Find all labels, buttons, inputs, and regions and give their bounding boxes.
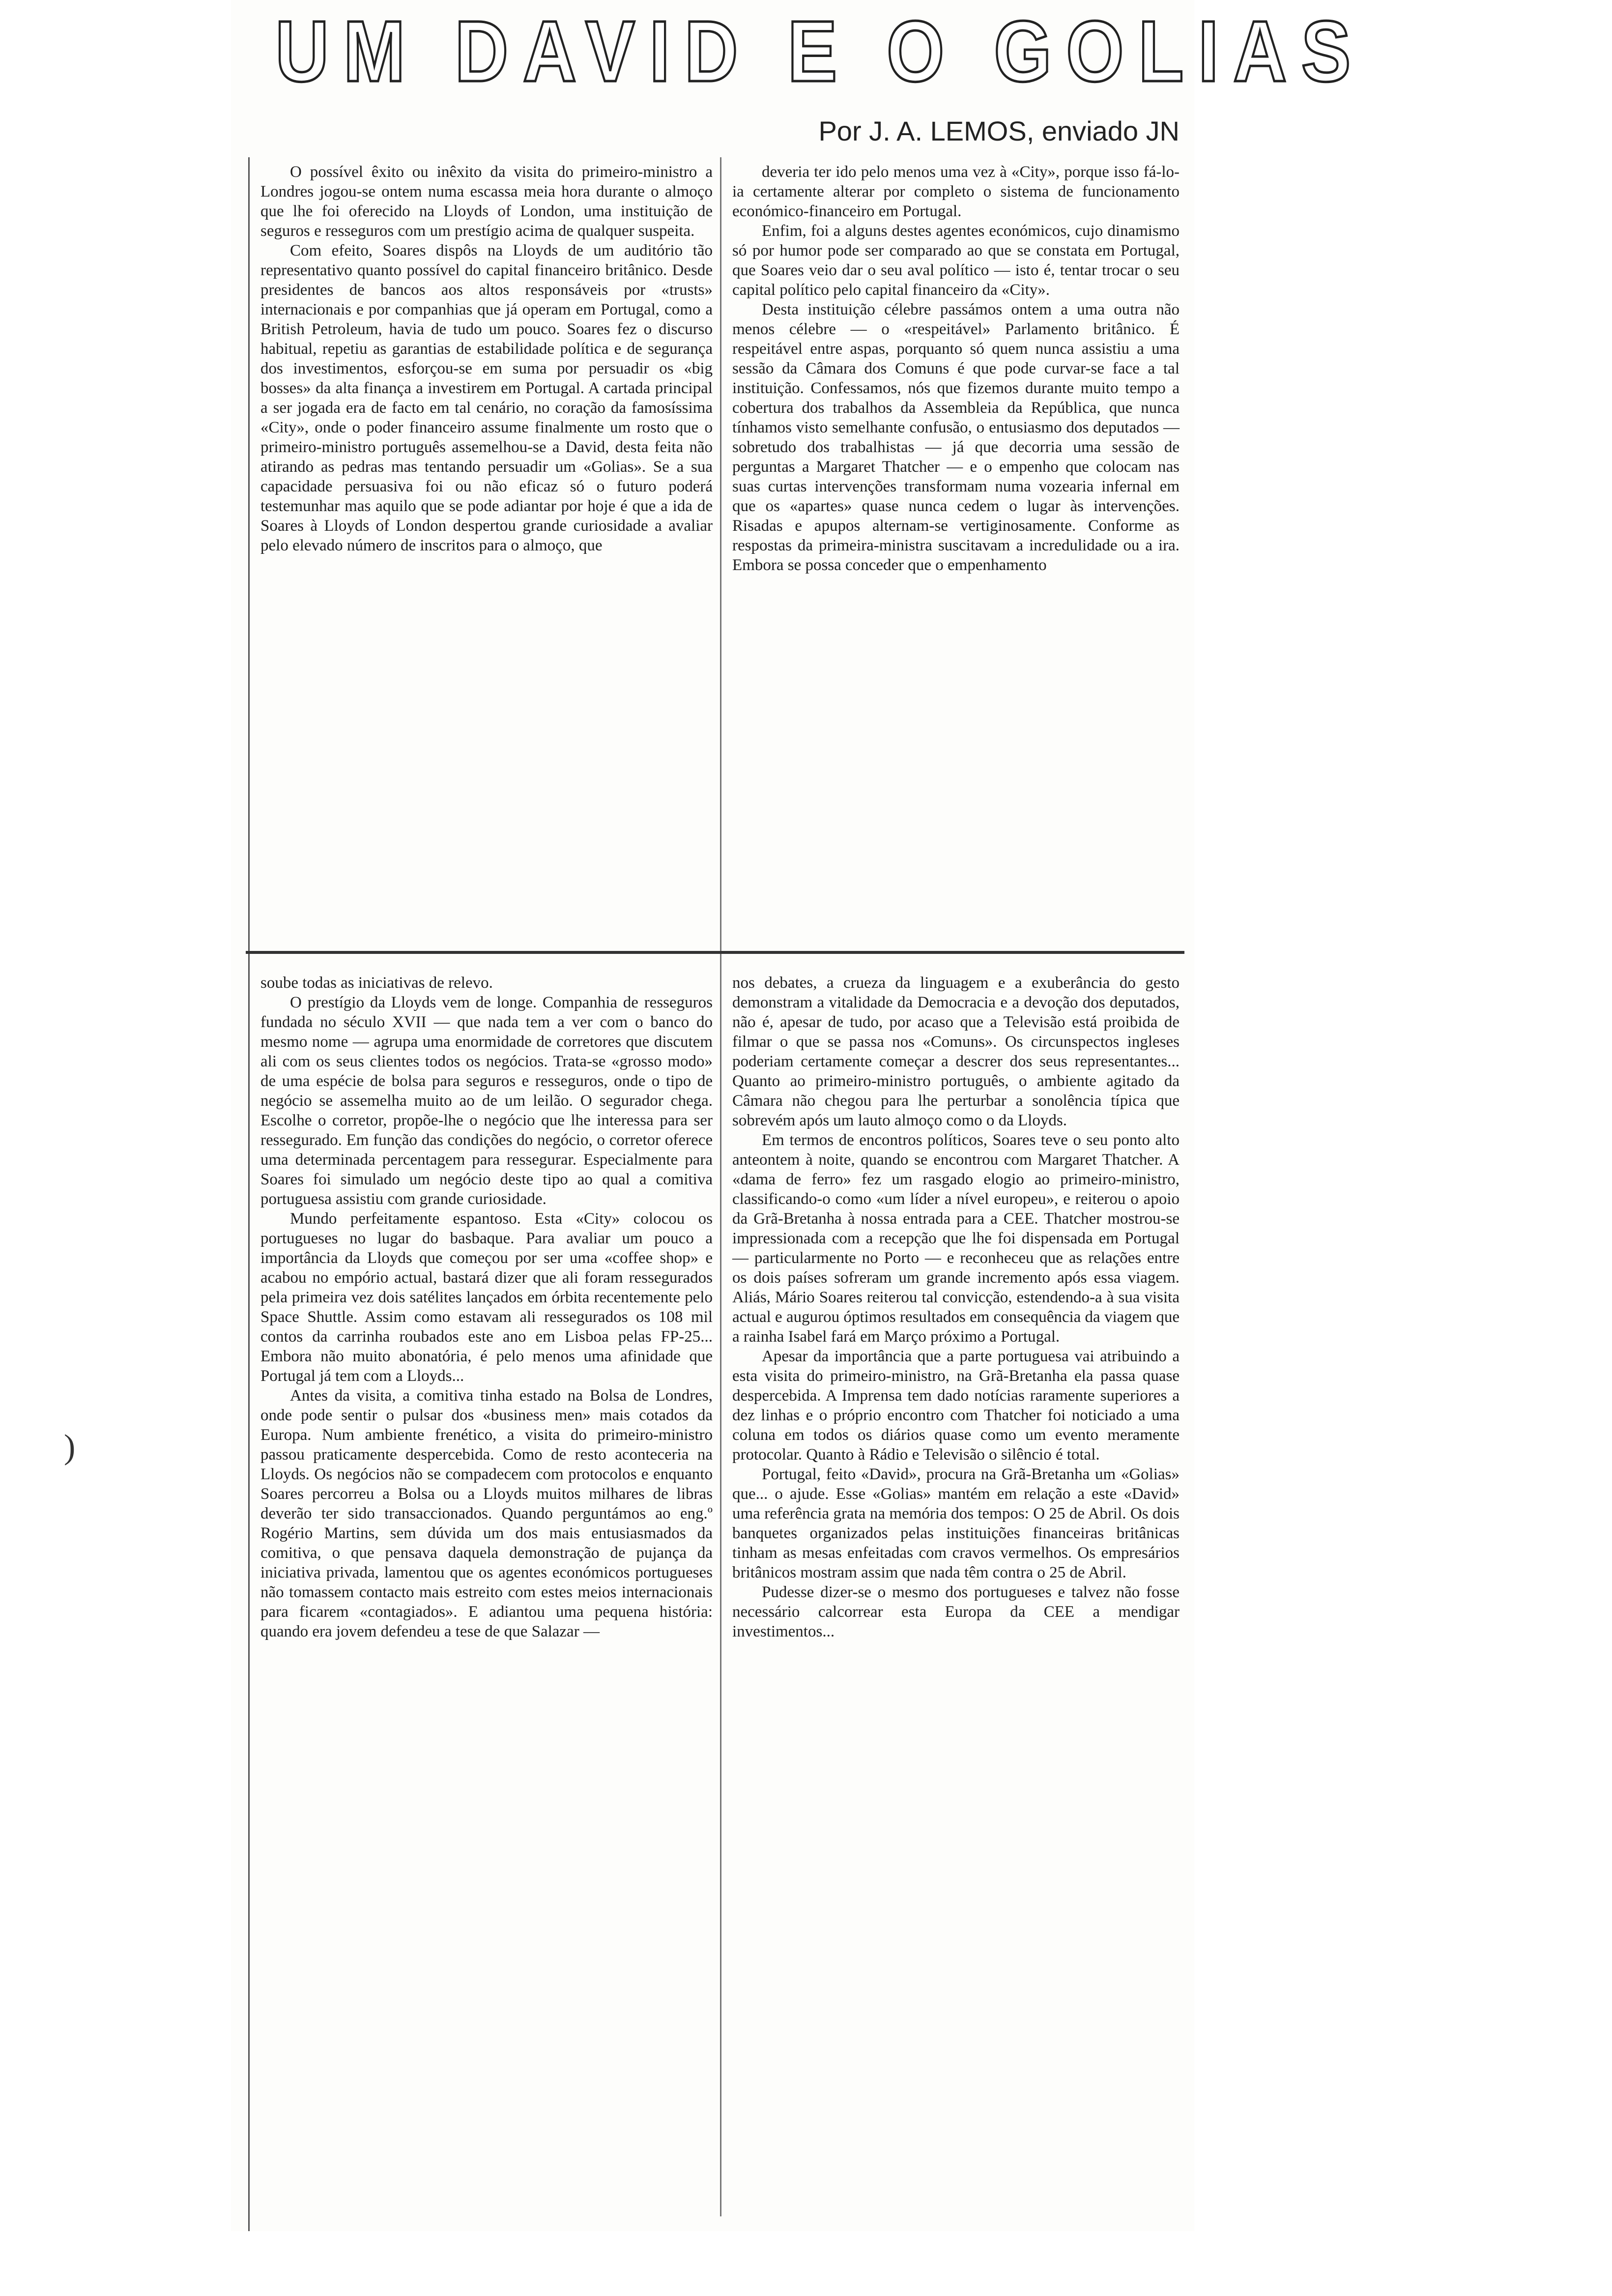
paragraph: Antes da visita, a comitiva tinha estado na Bolsa de Londres, onde pode sentir o pulsar dos «business men» mais cotados da Europa. Num ambiente frenético, a visita do primeiro-ministro passou praticamente despercebida. Como de resto aconteceria na Lloyds. Os negócios não se compadecem com protocolos e enquanto Soares percorreu a Bolsa ou a Lloyds muitos milhares de libras deverão ter sido transaccionados. Quando perguntámos ao eng.º Rogério Martins, sem dúvida um dos mais entusiasmados da comitiva, o que pensava daquela demonstração de pujança da iniciativa privada, lamentou que os agentes económicos portugueses não tomassem contacto mais estreito com estes meios internacionais para ficarem «contagiados». E adiantou uma pequena história: quando era jovem defendeu a tese de que Salazar — [260,1387,713,1640]
paragraph: O prestígio da Lloyds vem de longe. Companhia de resseguros fundada no século XVII — que nada tem a ver com o banco do mesmo nome — agrupa uma enormidade de corretores que discutem ali com os seus clientes todos os negócios. Trata-se «grosso modo» de uma espécie de bolsa para seguros e resseguros, onde o tipo de negócio se assemelha muito ao de um leilão. O segurador chega. Escolhe o corretor, propõe-lhe o negócio que lhe interessa para ser ressegurado. Em função das condições do negócio, o corretor oferece uma determinada percentagem para ressegurar. Especialmente para Soares foi simulado um negócio deste tipo ao qual a comitiva portuguesa assistiu com grande curiosidade. [260,994,713,1208]
paragraph: Mundo perfeitamente espantoso. Esta «City» colocou os portugueses no lugar do basbaque. Para avaliar um pouco a importância da Lloyds que começou por ser uma «coffee shop» e acabou no empório actual, bastará dizer que ali foram ressegurados pela primeira vez dois satélites lançados em órbita recentemente pelo Space Shuttle. Assim como estavam ali ressegurados os 108 mil contos da carrinha roubados este ano em Lisboa pelas FP-25... Embora não muito abonatória, é pelo menos uma afinidade que Portugal já tem com a Lloyds... [260,1210,713,1385]
paragraph: Enfim, foi a alguns destes agentes económicos, cujo dinamismo só por humor pode ser comparado ao que se constata em Portugal, que Soares veio dar o seu aval político — isto é, tentar trocar o seu capital político pelo capital financeiro da «City». [732,222,1180,299]
paragraph: Em termos de encontros políticos, Soares teve o seu ponto alto anteontem à noite, quando se encontrou com Margaret Thatcher. A «dama de ferro» fez um rasgado elogio ao primeiro-ministro, classificando-o como «um líder a nível europeu», e reiterou o apoio da Grã-Bretanha à nossa entrada para a CEE. Thatcher mostrou-se impressionada com a recepção que lhe foi dispensada em Portugal — particularmente no Porto — e reconheceu que as relações entre os dois países sofreram um grande incremento após essa viagem. Aliás, Mário Soares reiterou tal convicção, estendendo-a à sua visita actual e augurou óptimos resultados em consequência da viagem que a rainha Isabel fará em Março próximo a Portugal. [732,1131,1180,1346]
paragraph: Desta instituição célebre passámos ontem a uma outra não menos célebre — o «respeitável» Parlamento britânico. É respeitável entre aspas, porquanto só quem nunca assistiu a uma sessão da Câmara dos Comuns é que pode curvar-se face a tal instituição. Confessamos, nós que fizemos durante muito tempo a cobertura dos trabalhos da Assembleia da República, que nunca tínhamos visto semelhante confusão, o entusiasmo dos deputados — sobretudo dos trabalhistas — já que decorria uma sessão de perguntas a Margaret Thatcher — e o empenho que colocam nas suas curtas intervenções transformam numa vozearia infernal em que os «apartes» quase nunca cedem o lugar às intervenções. Risadas e apupos alternam-se vertiginosamente. Conforme as respostas da primeira-ministra suscitavam a incredulidade ou a ira. Embora se possa conceder que o empenhamento [732,301,1180,574]
left-column-top [260,162,713,939]
paragraph: Apesar da importância que a parte portuguesa vai atribuindo a esta visita do primeiro-ministro, na Grã-Bretanha ela passa quase despercebida. A Imprensa tem dado notícias raramente superiores a dez linhas e o próprio encontro com Thatcher foi noticiado a uma coluna em todos os diários quase como um evento meramente protocolar. Quanto à Rádio e Televisão o silêncio é total. [732,1348,1180,1464]
paragraph: Pudesse dizer-se o mesmo dos portugueses e talvez não fosse necessário calcorrear esta Europa da CEE a mendigar investimentos... [732,1583,1180,1640]
paragraph: Com efeito, Soares dispôs na Lloyds de um auditório tão representativo quanto possível do capital financeiro britânico. Desde presidentes de bancos aos altos responsáveis por «trusts» internacionais e por companhias que já operam em Portugal, como a British Petroleum, havia de tudo um pouco. Soares fez o discurso habitual, repetiu as garantias de estabilidade política e de segurança dos investimentos, esforçou-se em suma por persuadir os «big bosses» da alta finança a investirem em Portugal. A cartada principal a ser jogada era de facto em tal cenário, no coração da famosíssima «City», onde o poder financeiro assume finalmente um rosto que o primeiro-ministro português assemelhou-se a David, desta feita não atirando as pedras mas tentando persuadir um «Golias». Se a sua capacidade persuasiva foi ou não eficaz só o futuro poderá testemunhar mas aquilo que se pode adiantar por hoje é que a ida de Soares à Lloyds of London despertou grande curiosidade a avaliar pelo elevado número de inscritos para o almoço, que [260,242,713,554]
paragraph: O possível êxito ou inêxito da visita do primeiro-ministro a Londres jogou-se ontem numa escassa meia hora durante o almoço que lhe foi oferecido na Lloyds of London, uma instituição de seguros e resseguros com um prestígio acima de qualquer suspeita. [260,163,713,240]
right-column-top [732,162,1180,939]
paragraph: Portugal, feito «David», procura na Grã-Bretanha um «Golias» que... o ajude. Esse «Golias» mantém em relação a este «David» uma referência grata na memória dos tempos: O 25 de Abril. Os dois banquetes organizados pelas instituições financeiras britânicas tinham as mesas enfeitadas com cravos vermelhos. Os empresários britânicos mostram assim que nada têm contra o 25 de Abril. [732,1465,1180,1581]
paragraph: soube todas as iniciativas de relevo. [260,974,493,992]
horizontal-rule [246,951,1184,954]
scan-mark: ) [64,1428,76,1466]
byline: Por J. A. LEMOS, enviado JN [818,115,1180,146]
column-divider [720,157,721,2216]
paragraph: nos debates, a crueza da linguagem e a exuberância do gesto demonstram a vitalidade da Democracia e a devoção dos deputados, não é, apesar de tudo, por acaso que a Televisão está proibida de filmar o que se passa nos «Comuns». Os circunspectos ingleses poderiam certamente começar a descrer dos seus representantes... Quanto ao primeiro-ministro português, o ambiente agitado da Câmara não chegou para lhe perturbar a sonolência típica que sobrevém após um lauto almoço como o da Lloyds. [732,974,1180,1129]
left-column-bottom [260,973,713,2221]
headline: UM DAVID E O GOLIAS [275,3,1365,100]
right-column-bottom [732,973,1180,2221]
paragraph: deveria ter ido pelo menos uma vez à «City», porque isso fá-lo-ia certamente alterar por completo o sistema de funcionamento económico-financeiro em Portugal. [732,163,1180,220]
left-margin-rule [248,157,250,2231]
